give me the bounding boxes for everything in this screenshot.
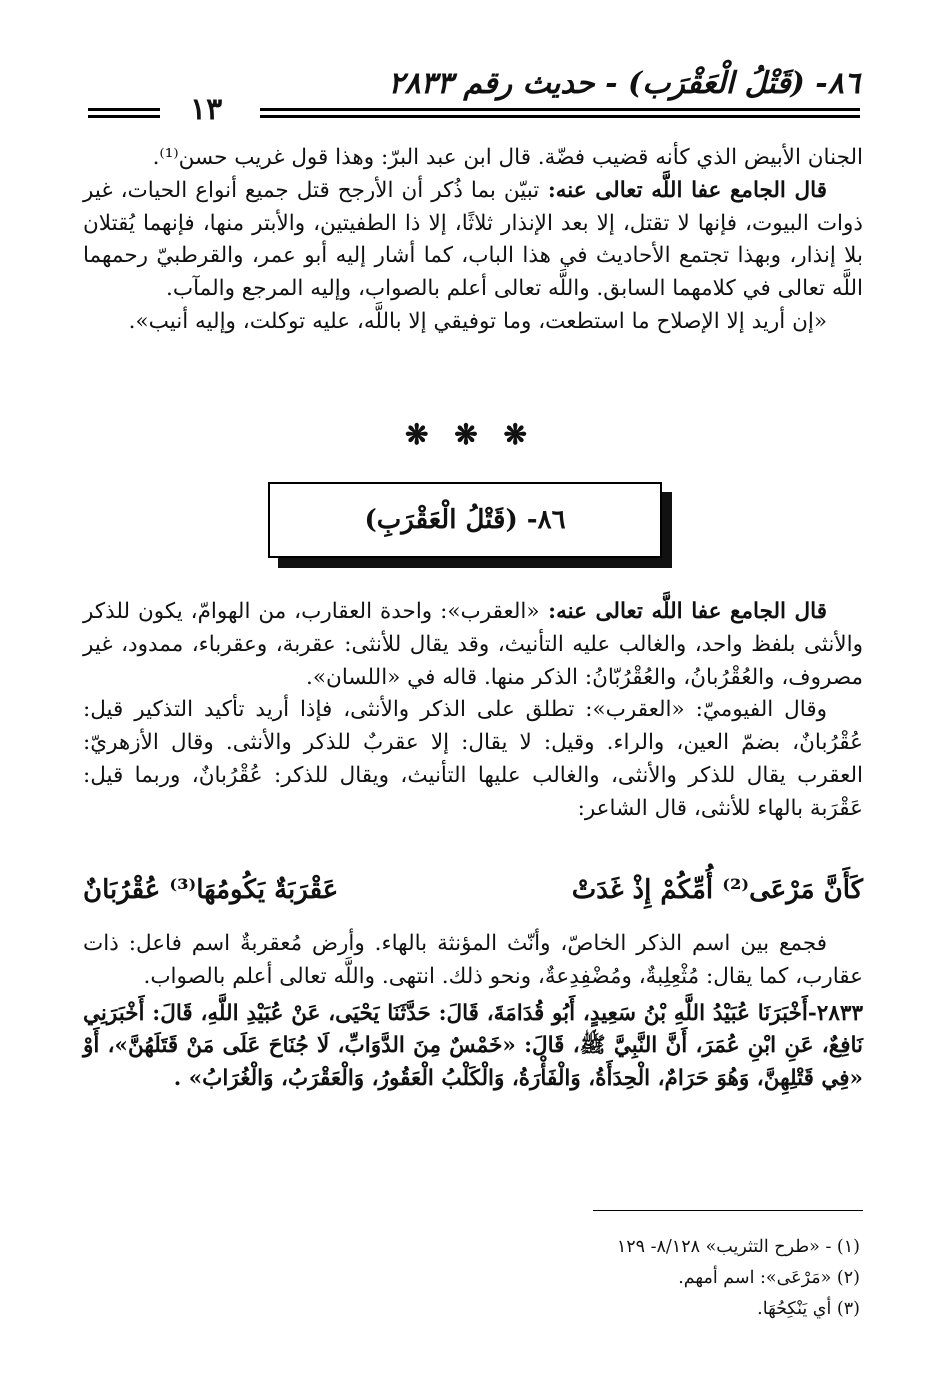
footnote: (١) - «طرح التثريب» ٨/١٢٨- ١٢٩ bbox=[616, 1237, 860, 1257]
page-number: ١٣ bbox=[190, 92, 223, 127]
chapter-title: ٨٦- (قَتْلُ الْعَقْرَبِ) bbox=[364, 505, 566, 535]
header-rule bbox=[260, 115, 860, 118]
paragraph-lead: قال الجامع عفا اللَّه تعالى عنه: bbox=[539, 177, 827, 203]
header-rule bbox=[88, 108, 160, 111]
paragraph: وقال الفيوميّ: «العقرب»: تطلق على الذكر والأنثى، فإذا أريد تأكيد التذكير قيل: عُقْرُبانٌ، بضمّ العين، والراء. وقيل: لا يقال: إلا عقربٌ للذكر والأنثى. وقال الأزهريّ: العقرب يقال للذكر والأنثى، والغالب عليها التأنيث، ويقال للذكر: عُقْرُبانٌ، وربما قيل: عَقْرَبة بالهاء للأنثى، قال الشاعر: bbox=[83, 697, 863, 821]
footnote: (٢) «مَرْعَى»: اسم أمهم. bbox=[678, 1268, 860, 1288]
chapter-body-continued bbox=[83, 928, 863, 1096]
verse-hemistich-first: كَأَنَّ مَرْعَى⁽²⁾ أُمِّكُمْ إِذْ غَدَتْ bbox=[571, 875, 863, 905]
paragraph bbox=[83, 175, 863, 306]
paragraph: فجمع بين اسم الذكر الخاصّ، وأنّث المؤنثة بالهاء. وأرض مُعقربةٌ اسم فاعل: ذات عقارب، كما يقال: مُثْعِلِبةٌ، ومُضْفِدِعةٌ، ونحو ذلك. انتهى. واللَّه تعالى أعلم بالصواب. bbox=[83, 931, 863, 989]
chapter-heading-box bbox=[268, 482, 662, 558]
verse-hemistich-second: عَقْرَبَةٌ يَكُومُهَا⁽³⁾ عُقْرُبَانٌ bbox=[83, 875, 339, 905]
hadith-text: ٢٨٣٣-أَخْبَرَنَا عُبَيْدُ اللَّهِ بْنُ سَعِيدٍ، أَبُو قُدَامَةَ، قَالَ: حَدَّثَنَا يَحْيَى، عَنْ عُبَيْدِ اللَّهِ، قَالَ: أَخْبَرَنِي نَافِعٌ، عَنِ ابْنِ عُمَرَ، أَنَّ النَّبِيَّ ﷺ، قَالَ: «خَمْسٌ مِنَ الدَّوَابِّ، لَا جُنَاحَ عَلَى مَنْ قَتَلَهُنَّ»، أَوْ «فِي قَتْلِهِنَّ، وَهُوَ حَرَامٌ، الْحِدَأَةُ، وَالْفَأْرَةُ، وَالْكَلْبُ الْعَقُورُ، وَالْعَقْرَبُ، وَالْغُرَابُ» . bbox=[83, 1000, 863, 1092]
quote: «إن أريد إلا الإصلاح ما استطعت، وما توفيقي إلا باللَّه، عليه توكلت، وإليه أنيب». bbox=[128, 308, 827, 334]
footnote-rule bbox=[593, 1210, 863, 1211]
chapter-body bbox=[83, 596, 863, 826]
paragraph-text: «العقرب»: واحدة العقارب، من الهوامّ، يكون للذكر والأنثى بلفظ واحد، والغالب عليه التأنيث، وقد يقال للأنثى: عقربة، وعقرباء، ممدود، غير مصروف، والعُقْرُبانُ، والعُقْرُبّانُ: الذكر منها. قاله في «اللسان». bbox=[83, 599, 863, 690]
header-rule bbox=[88, 115, 160, 118]
paragraph-lead: قال الجامع عفا اللَّه تعالى عنه: bbox=[539, 599, 828, 624]
running-header-title: ٨٦- (قَتْلُ الْعَقْرَب) - حديث رقم ٢٨٣٣ bbox=[388, 66, 860, 101]
footnote: (٣) أي يَنْكِحُهَا. bbox=[757, 1299, 860, 1319]
poetry-verse bbox=[83, 875, 863, 905]
header-rule bbox=[260, 108, 860, 111]
paragraph-line: الجنان الأبيض الذي كأنه قضيب فضّة. قال ابن عبد البرّ: وهذا قول غريب حسن⁽¹⁾. bbox=[152, 145, 863, 170]
section-continuation bbox=[83, 142, 863, 339]
paragraph-text: تبيّن بما ذُكر أن الأرجح قتل جميع أنواع الحيات، غير ذوات البيوت، فإنها لا تقتل، إلا بعد الإنذار ثلاثًا، إلا ذا الطفيتين، والأبتر منها، فإنهما يُقتلان بلا إنذار، وبهذا تجتمع الأحاديث في هذا الباب، كما أشار إليه أبو عمر، والقرطبيّ رحمهما اللَّه تعالى في كلامهما السابق. واللَّه تعالى أعلم بالصواب، وإليه المرجع والمآب. bbox=[83, 177, 863, 302]
footnotes bbox=[260, 1232, 860, 1325]
section-separator: ❋ ❋ ❋ bbox=[405, 418, 535, 451]
paragraph bbox=[83, 596, 863, 694]
